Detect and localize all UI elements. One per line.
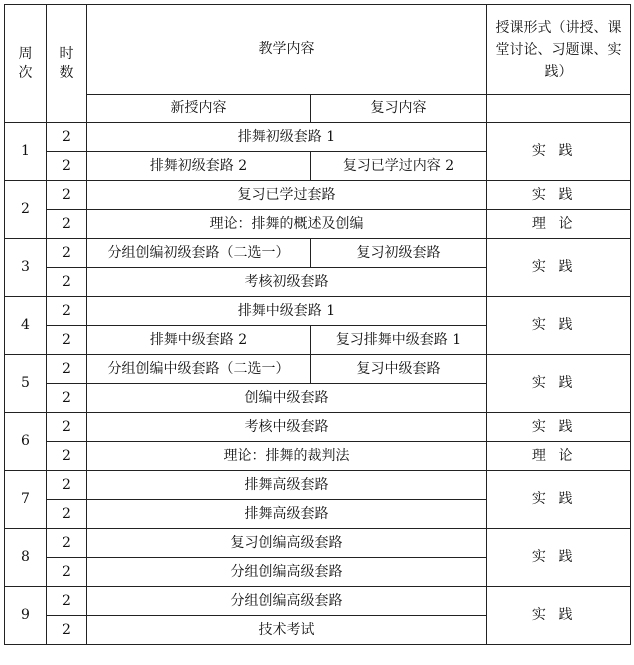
header-week: 周 次 [5, 5, 47, 123]
review-content-cell: 复习排舞中级套路 1 [311, 326, 487, 355]
week-number: 9 [5, 587, 47, 645]
hours-cell: 2 [47, 442, 87, 471]
hours-cell: 2 [47, 384, 87, 413]
content-cell: 复习创编高级套路 [87, 529, 487, 558]
hours-cell: 2 [47, 123, 87, 152]
hours-cell: 2 [47, 558, 87, 587]
content-cell: 排舞高级套路 [87, 500, 487, 529]
hours-cell: 2 [47, 297, 87, 326]
header-form-blank [487, 95, 631, 123]
hours-cell: 2 [47, 355, 87, 384]
hours-cell: 2 [47, 268, 87, 297]
content-cell: 分组创编高级套路 [87, 587, 487, 616]
week-number: 6 [5, 413, 47, 471]
review-content-cell: 复习初级套路 [311, 239, 487, 268]
hours-cell: 2 [47, 616, 87, 645]
week-number: 7 [5, 471, 47, 529]
header-new: 新授内容 [87, 95, 311, 123]
content-cell: 排舞初级套路 1 [87, 123, 487, 152]
form-cell: 理论 [487, 210, 631, 239]
form-cell: 实践 [487, 123, 631, 181]
hours-cell: 2 [47, 326, 87, 355]
content-cell: 排舞中级套路 1 [87, 297, 487, 326]
hours-cell: 2 [47, 413, 87, 442]
review-content-cell: 复习中级套路 [311, 355, 487, 384]
content-cell: 考核中级套路 [87, 413, 487, 442]
content-cell: 技术考试 [87, 616, 487, 645]
content-cell: 复习已学过套路 [87, 181, 487, 210]
teaching-schedule-table [4, 4, 631, 645]
content-cell: 考核初级套路 [87, 268, 487, 297]
header-content: 教学内容 [87, 5, 487, 95]
content-cell: 分组创编高级套路 [87, 558, 487, 587]
new-content-cell: 排舞初级套路 2 [87, 152, 311, 181]
form-cell: 实践 [487, 529, 631, 587]
header-review: 复习内容 [311, 95, 487, 123]
week-number: 5 [5, 355, 47, 413]
content-cell: 理论：排舞的概述及创编 [87, 210, 487, 239]
content-cell: 排舞高级套路 [87, 471, 487, 500]
content-cell: 创编中级套路 [87, 384, 487, 413]
form-cell: 实践 [487, 413, 631, 442]
week-number: 3 [5, 239, 47, 297]
form-cell: 实践 [487, 297, 631, 355]
week-number: 1 [5, 123, 47, 181]
hours-cell: 2 [47, 210, 87, 239]
header-hours: 时 数 [47, 5, 87, 123]
hours-cell: 2 [47, 181, 87, 210]
week-number: 4 [5, 297, 47, 355]
header-form: 授课形式（讲授、课堂讨论、习题课、实践） [487, 5, 631, 95]
review-content-cell: 复习已学过内容 2 [311, 152, 487, 181]
form-cell: 实践 [487, 239, 631, 297]
form-cell: 实践 [487, 181, 631, 210]
hours-cell: 2 [47, 239, 87, 268]
hours-cell: 2 [47, 471, 87, 500]
content-cell: 理论：排舞的裁判法 [87, 442, 487, 471]
new-content-cell: 分组创编初级套路（二选一） [87, 239, 311, 268]
hours-cell: 2 [47, 587, 87, 616]
new-content-cell: 分组创编中级套路（二选一） [87, 355, 311, 384]
form-cell: 实践 [487, 355, 631, 413]
new-content-cell: 排舞中级套路 2 [87, 326, 311, 355]
hours-cell: 2 [47, 529, 87, 558]
hours-cell: 2 [47, 152, 87, 181]
hours-cell: 2 [47, 500, 87, 529]
week-number: 8 [5, 529, 47, 587]
form-cell: 理论 [487, 442, 631, 471]
week-number: 2 [5, 181, 47, 239]
form-cell: 实践 [487, 471, 631, 529]
form-cell: 实践 [487, 587, 631, 645]
